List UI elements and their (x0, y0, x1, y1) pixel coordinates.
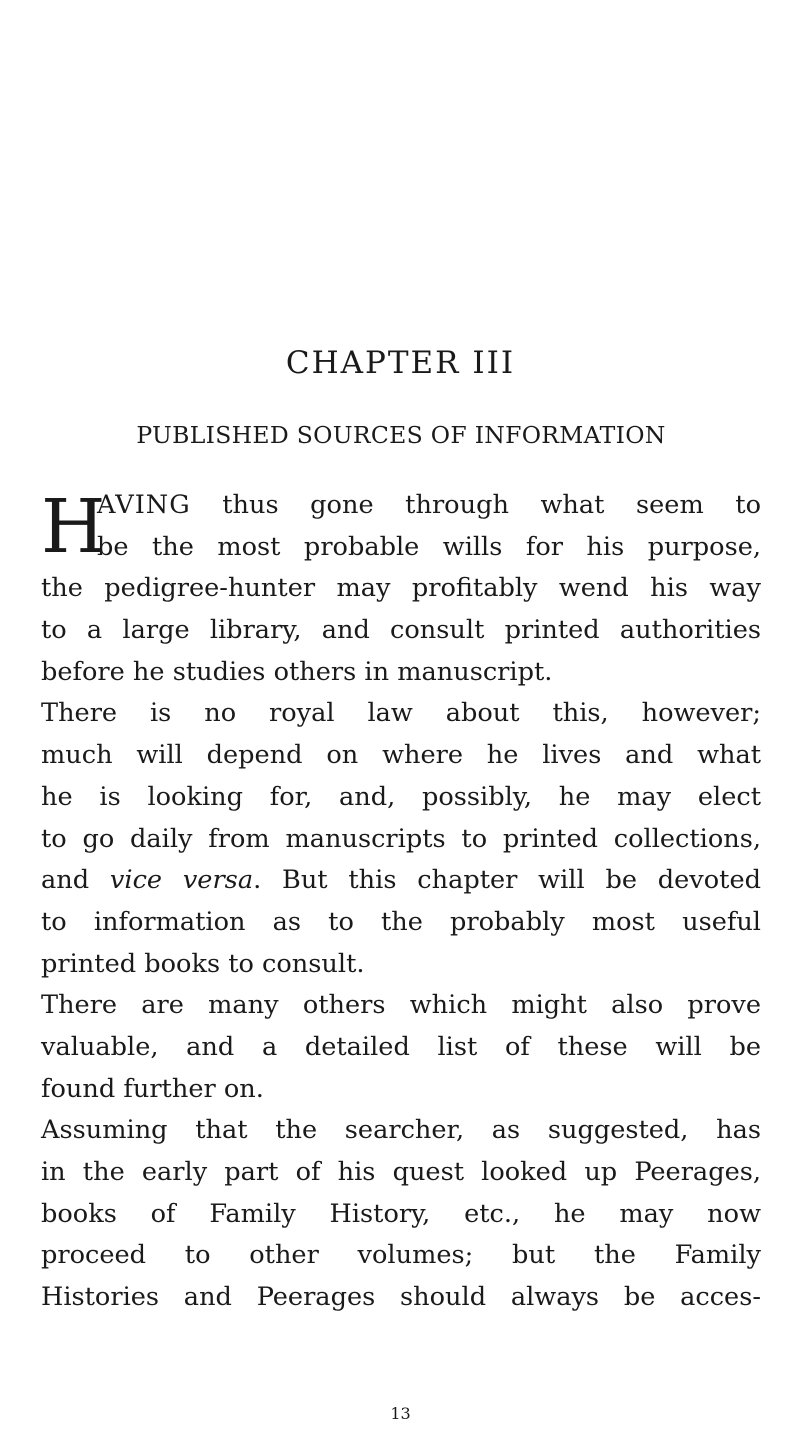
text-line: printed books to consult. (41, 948, 365, 979)
text-line: to go daily from manuscripts to printed collections, (41, 823, 761, 854)
italic-phrase: vice versa (109, 865, 254, 896)
text-line (41, 485, 761, 527)
text-line: There is no royal law about this, however; (41, 698, 761, 729)
text-line: There are many others which might also prove (41, 990, 761, 1021)
text-line: Histories and Peerages should always be acces- (41, 1282, 761, 1313)
text-line: the pedigree-hunter may profitably wend his way (41, 573, 761, 604)
text-line: in the early part of his quest looked up Peerages, (41, 1157, 761, 1187)
text-line: before he studies others in manuscript. (41, 656, 553, 687)
line-text: . But this chapter will be devoted (253, 865, 761, 896)
line-prefix: and (41, 865, 110, 896)
page-number: 13 (390, 1404, 411, 1423)
text-line (41, 860, 761, 902)
text-line: much will depend on where he lives and what (41, 740, 761, 771)
lead-word-rest: AVING (97, 490, 191, 520)
body-text (41, 485, 761, 1319)
chapter-heading: CHAPTER III (285, 345, 516, 381)
text-line: proceed to other volumes; but the Family (41, 1240, 761, 1271)
text-line: found further on. (41, 1073, 264, 1104)
text-line: to a large library, and consult printed authorities (41, 615, 761, 646)
text-line: be the most probable wills for his purpose, (97, 531, 761, 562)
text-line: Assuming that the searcher, as suggested, has (41, 1115, 761, 1146)
line-text: thus gone through what seem to (190, 490, 761, 520)
section-title: PUBLISHED SOURCES OF INFORMATION (136, 421, 666, 449)
text-line: books of Family History, etc., he may now (41, 1198, 761, 1229)
text-line: to information as to the probably most useful (41, 906, 761, 937)
drop-cap: H (41, 484, 106, 570)
text-line: he is looking for, and, possibly, he may elect (41, 781, 761, 812)
text-line: valuable, and a detailed list of these will be (41, 1031, 761, 1062)
